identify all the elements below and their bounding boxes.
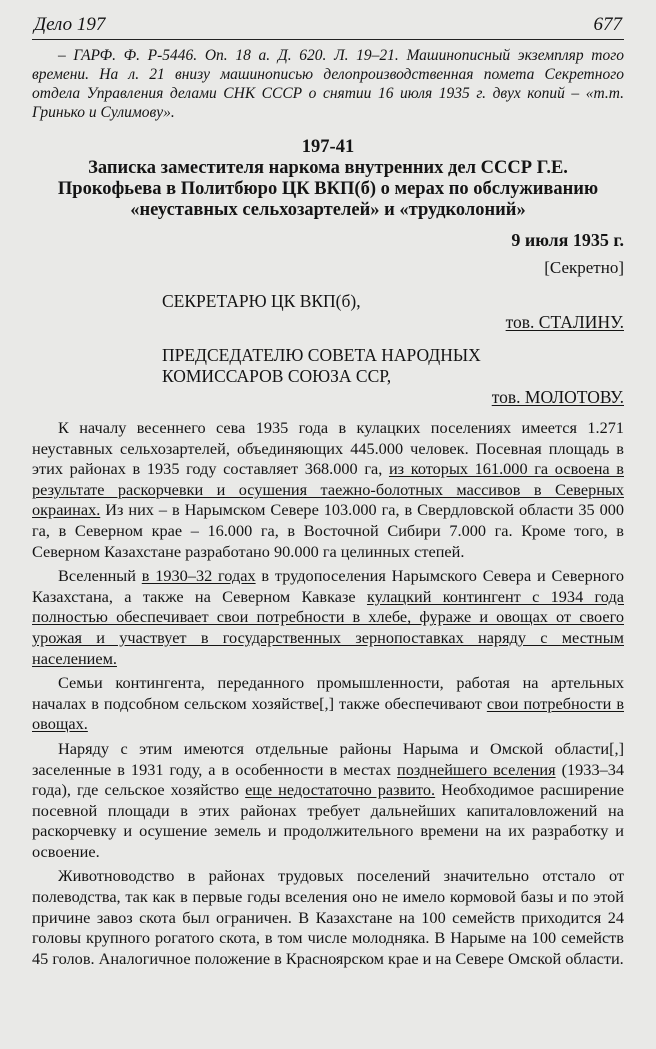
classification-mark: [Секретно] [544, 258, 624, 277]
paragraph-4: Наряду с этим имеются отдельные районы Нарыма и Омской области[,] заселенные в 1931 году, а в особенности в местах позднейшего вселения (1933–34 года), где сельское хозяйство еще недостаточно развито. Необходимое расширение посевной площади в этих районах требует дальнейших капиталовложений на раскорчевку и осушение земель и продолжительного времени на их разработку и освоение. [32, 738, 625, 861]
page-number: 677 [593, 14, 622, 35]
addressee-block [32, 291, 624, 408]
addressee-2-name: тов. МОЛОТОВУ. [491, 387, 624, 407]
document-title: Записка заместителя наркома внутренних дел СССР Г.Е. Прокофьева в Политбюро ЦК ВКП(б) о мерах по обслуживанию «неуставных сельхозартелей» и «трудколоний» [57, 158, 599, 220]
underlined-passage: кулацкий контингент с 1934 года полностью обеспечивает свои потребности в хлебе, фураже и овощах от своего урожая и участвует в государственных зернопоставках наряду с местным населением. [32, 586, 624, 668]
document-number: 197-41 [301, 137, 355, 157]
header-rule [32, 39, 624, 40]
paragraph-3: Семьи контингента, переданного промышленности, работая на артельных началах в подсобном сельском хозяйстве[,] также обеспечивают свои потребности в овощах. [32, 673, 625, 734]
underlined-passage: в 1930–32 годах [141, 566, 256, 586]
paragraph-1: К началу весеннего сева 1935 года в кулацких поселениях имеется 1.271 неуставных сельхозартелей, объединяющих 445.000 человек. Посевная площадь в этих районах в 1935 году составляет 368.000 га, из которых 161.000 га освоена в результате раскорчевки и осушения таежно-болотных массивов в Северных окраинах. Из них – в Нарымском Севере 103.000 га, в Свердловской области 35 000 га, в Северном крае – 16.000 га, в Восточной Сибири 7.000 га. Кроме того, в Северном Казахстане разработано 90.000 га целинных степей. [32, 418, 624, 561]
document-date: 9 июля 1935 г. [511, 230, 624, 250]
addressee-2-title-line1: ПРЕДСЕДАТЕЛЮ СОВЕТА НАРОДНЫХ [162, 345, 481, 365]
addressee-1-title: СЕКРЕТАРЮ ЦК ВКП(б), [162, 291, 361, 311]
paragraph-2: Вселенный в 1930–32 годах в трудопоселения Нарымского Севера и Северного Казахстана, а также на Северном Кавказе кулацкий контингент с 1934 года полностью обеспечивает свои потребности в хлебе, фураже и овощах от своего урожая и участвует в государственных зернопоставках наряду с местным населением. [32, 566, 624, 668]
addressee-2-title-line2: КОМИССАРОВ СОЮЗА ССР, [162, 366, 392, 386]
underlined-passage: позднейшего вселения [396, 759, 556, 779]
addressee-1-name: тов. СТАЛИНУ. [505, 312, 624, 332]
addressee-2-name-row [32, 387, 624, 408]
underlined-passage: свои потребности в овощах. [32, 693, 625, 734]
paragraph-5: Животноводство в районах трудовых поселений значительно отстало от полеводства, так как в первые годы вселения оно не имело кормовой базы и по этой причине завоз скота был ограничен. В Казахстане на 100 семейств приходится 24 головы крупного рогатого скота, в том числе молодняка. В Нарыме на 100 семейств 45 голов. Аналогичное положение в Красноярском крае и на Севере Омской области. [32, 866, 624, 968]
underlined-passage: еще недостаточно развито. [245, 780, 436, 800]
addressee-1-name-row [32, 312, 624, 333]
running-head: Дело 197 [34, 14, 106, 35]
archive-source-note: – ГАРФ. Ф. Р-5446. Оп. 18 а. Д. 620. Л. 19–21. Машинописный экземпляр того времени. На л. 21 внизу машинописью делопроизводственная помета Секретного отдела Управления делами СНК СССР о снятии 16 июля 1935 г. двух копий – «т.т. Гринько и Сулимову». [32, 47, 624, 121]
document-page [32, 14, 624, 973]
underlined-passage: из которых 161.000 га освоена в результате раскорчевки и осушения таежно-болотных массивов в Северных окраинах. [32, 459, 624, 520]
document-body [32, 418, 624, 969]
page-header [32, 14, 624, 39]
